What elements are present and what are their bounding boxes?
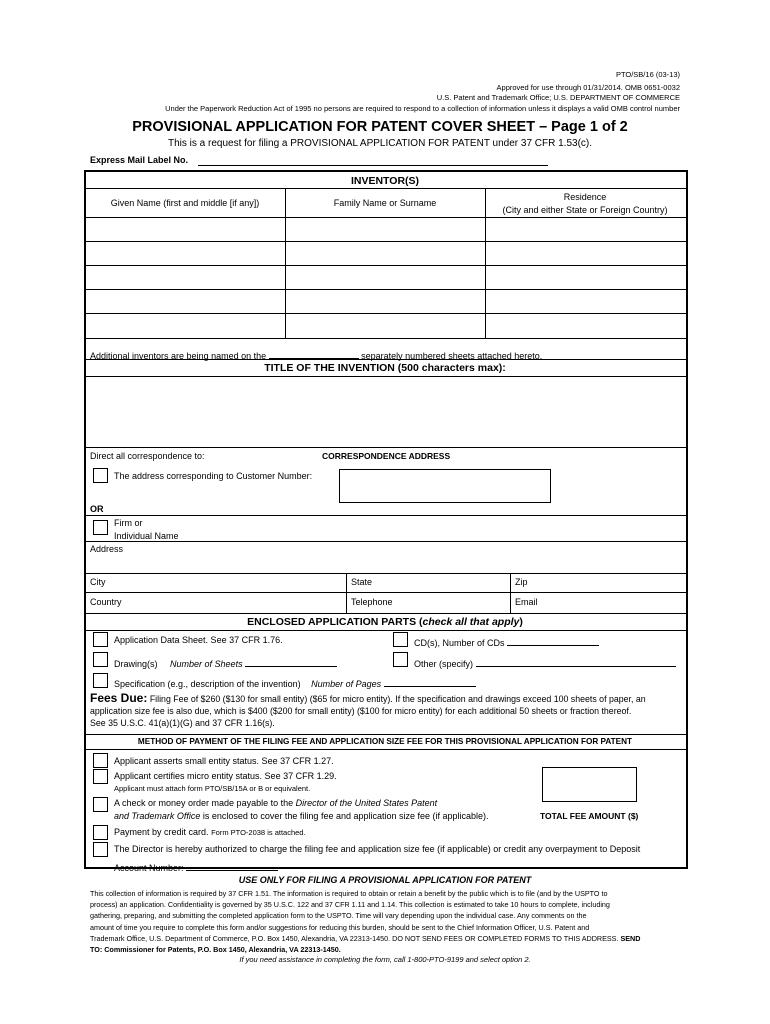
director-authorization-checkbox[interactable] [93, 842, 108, 857]
col-residence: Residence [563, 192, 607, 202]
form-title: PROVISIONAL APPLICATION FOR PATENT COVER SHEET – Page 1 of 2 [132, 119, 628, 135]
fees-due-label: Fees Due: [90, 691, 148, 705]
small-entity-checkbox[interactable] [93, 753, 108, 768]
enclosed-parts-heading: ENCLOSED APPLICATION PARTS (check all that apply) [247, 616, 523, 628]
invention-title-heading: TITLE OF THE INVENTION (500 characters max): [264, 362, 506, 374]
check-money-order-label-2: and Trademark Office is enclosed to cover the filing fee and application size fee (if applicable). [114, 811, 489, 821]
inventor-row[interactable] [85, 290, 685, 313]
or-label: OR [90, 504, 104, 514]
customer-number-checkbox[interactable] [93, 468, 108, 483]
credit-card-label: Payment by credit card. Form PTO-2038 is attached. [114, 827, 306, 837]
firm-name-input[interactable] [200, 517, 680, 541]
address-label: Address [90, 544, 124, 554]
form-number: PTO/SB/16 (03-13) [615, 70, 680, 79]
express-mail-input[interactable] [198, 165, 548, 166]
paperwork-notice: Under the Paperwork Reduction Act of 1995 no persons are required to respond to a collection of information unless it displays a valid OMB control number [165, 103, 680, 113]
correspondence-heading: CORRESPONDENCE ADDRESS [322, 451, 451, 461]
micro-entity-note: Applicant must attach form PTO/SB/15A or B or equivalent. [114, 784, 311, 793]
spec-pages-input[interactable] [384, 676, 476, 687]
approval-line: Approved for use through 01/31/2014. OMB 0651-0032 [496, 82, 680, 92]
inventor-row[interactable] [85, 218, 685, 241]
ads-label: Application Data Sheet. See 37 CFR 1.76. [114, 635, 283, 645]
other-checkbox[interactable] [393, 652, 408, 667]
direct-correspondence-label: Direct all correspondence to: [90, 451, 205, 461]
state-label: State [351, 577, 373, 587]
express-mail-label: Express Mail Label No. [90, 155, 189, 165]
cds-label: CD(s), Number of CDs [414, 635, 599, 648]
check-money-order-label: A check or money order made payable to the Director of the United States Patent [114, 798, 438, 808]
micro-entity-checkbox[interactable] [93, 769, 108, 784]
use-only-notice: USE ONLY FOR FILING A PROVISIONAL APPLICATION FOR PATENT [238, 875, 532, 885]
burden-statement: This collection of information is required by 37 CFR 1.51. The information is required to obtain or retain a benefit by the public which is to file (and by the USPTO to process) an application. Confidentiality is governed by 35 U.S.C. 122 and 37 CFR 1.11 and 1.14. This collection is estimated to take 10 hours to complete, including gathering, preparing, and submitting the completed application form to the USPTO. Time will vary depending upon the individual case. Any comments on the amount of time you require to complete this form and/or suggestions for reducing this burden, should be sent to the Chief Information Officer, U.S. Patent and Trademark Office, U.S. Department of Commerce, P.O. Box 1450, Alexandria, VA 22313-1450. DO NOT SEND FEES OR COMPLETED FORMS TO THIS ADDRESS. SEND TO: Commissioner for Patents, P.O. Box 1450, Alexandria, VA 22313-1450. [90, 889, 641, 955]
director-authorization-label: The Director is hereby authorized to charge the filing fee and application size fee (if applicable) or credit any overpayment to Deposit [114, 844, 641, 854]
city-input[interactable] [120, 575, 340, 591]
col-residence-detail: (City and either State or Foreign Country) [502, 205, 668, 215]
country-input[interactable] [130, 594, 340, 610]
drawings-label: Drawing(s) Number of Sheets [114, 656, 337, 669]
email-input[interactable] [545, 594, 680, 610]
city-label: City [90, 577, 106, 587]
check-money-order-checkbox[interactable] [93, 797, 108, 812]
state-input[interactable] [380, 575, 505, 591]
firm-label: Firm or [114, 518, 143, 528]
inventor-row[interactable] [85, 314, 685, 337]
fees-due-text: Fees Due: Filing Fee of $260 ($130 for small entity) ($65 for micro entity). If the specification and drawings exceed 100 sheets of paper, an application size fee is also due, which is $400 ($200 for small entity) ($100 for micro entity) for each additional 50 sheets or fraction thereof. See 35 U.S.C. 41(a)(1)(G) and 37 CFR 1.16(s). [90, 691, 646, 728]
form-subtitle: This is a request for filing a PROVISIONAL APPLICATION FOR PATENT under 37 CFR 1.53(c). [167, 138, 593, 149]
email-label: Email [515, 597, 538, 607]
individual-name-label: Individual Name [114, 531, 179, 541]
zip-input[interactable] [535, 575, 680, 591]
total-fee-input[interactable] [542, 767, 637, 802]
credit-card-checkbox[interactable] [93, 825, 108, 840]
agency-line: U.S. Patent and Trademark Office; U.S. DEPARTMENT OF COMMERCE [436, 93, 680, 102]
telephone-input[interactable] [400, 594, 505, 610]
zip-label: Zip [515, 577, 528, 587]
inventors-heading: INVENTOR(S) [350, 175, 420, 187]
ads-checkbox[interactable] [93, 632, 108, 647]
firm-individual-checkbox[interactable] [93, 520, 108, 535]
address-input[interactable] [140, 543, 680, 571]
account-number-input[interactable] [186, 860, 278, 871]
small-entity-label: Applicant asserts small entity status. See 37 CFR 1.27. [114, 756, 334, 766]
specification-checkbox[interactable] [93, 673, 108, 688]
other-label: Other (specify) [414, 656, 676, 669]
customer-number-input[interactable] [339, 469, 551, 503]
inventor-row[interactable] [85, 242, 685, 265]
col-given-name: Given Name (first and middle [if any]) [110, 198, 260, 208]
micro-entity-label: Applicant certifies micro entity status. See 37 CFR 1.29. [114, 771, 337, 781]
cds-count-input[interactable] [507, 635, 599, 646]
additional-sheets-input[interactable] [269, 348, 359, 359]
total-fee-label: TOTAL FEE AMOUNT ($) [540, 811, 639, 821]
account-number-label: Account Number: [114, 860, 278, 873]
country-label: Country [90, 597, 122, 607]
specification-label: Specification (e.g., description of the invention) Number of Pages [114, 676, 476, 689]
customer-number-label: The address corresponding to Customer Number: [114, 471, 313, 481]
assistance-notice: If you need assistance in completing the form, call 1-800-PTO-9199 and select option 2. [239, 955, 531, 964]
additional-inventors-text: Additional inventors are being named on the separately numbered sheets attached hereto. [90, 348, 542, 361]
other-specify-input[interactable] [476, 656, 676, 667]
drawing-sheets-input[interactable] [245, 656, 337, 667]
invention-title-input[interactable] [86, 378, 684, 446]
col-family-name: Family Name or Surname [333, 198, 437, 208]
inventor-row[interactable] [85, 266, 685, 289]
payment-method-heading: METHOD OF PAYMENT OF THE FILING FEE AND APPLICATION SIZE FEE FOR THIS PROVISIONAL APPLICATION FOR PATENT [137, 737, 633, 746]
drawings-checkbox[interactable] [93, 652, 108, 667]
telephone-label: Telephone [351, 597, 393, 607]
cds-checkbox[interactable] [393, 632, 408, 647]
